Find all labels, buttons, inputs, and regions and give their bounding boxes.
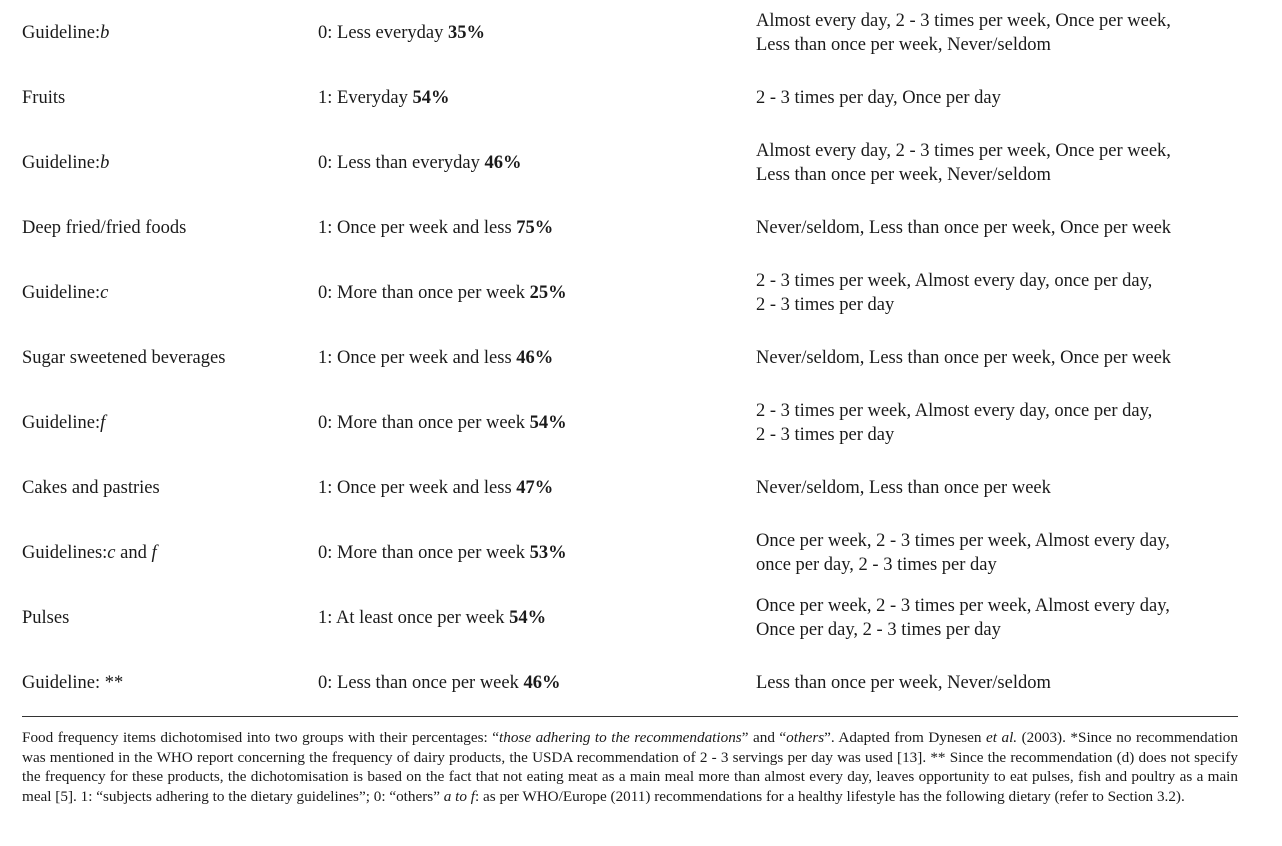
table-row: [0, 0, 1282, 65]
item-cell: Guideline: c: [22, 282, 109, 303]
frequency-cell: Never/seldom, Less than once per week: [756, 477, 1051, 498]
table-row: [0, 650, 1282, 715]
item-cell: Guideline: f: [22, 412, 106, 433]
code-cell: 1: At least once per week 54%: [318, 607, 547, 628]
code-cell: 0: Less everyday 35%: [318, 22, 485, 43]
frequency-cell: Almost every day, 2 - 3 times per week, Once per week, Less than once per week, Never/seldom: [756, 10, 1171, 55]
item-cell: Guideline: **: [22, 672, 124, 693]
code-cell: 0: Less than everyday 46%: [318, 152, 522, 173]
table-footnote: Food frequency items dichotomised into two groups with their percentages: “those adhering to the recommendations” and “others”. Adapted from Dynesen et al. (2003). *Since no recommendation was mentioned in the WHO report concerning the frequency of dairy products, the USDA recommendation of 2 - 3 servings per day was used [13]. ** Since the recommendation (d) does not specify the frequency for these products, the dichotomisation is based on the fact that not eating meat as a main meal more than almost every day, leaves opportunity to eat pulses, fish and poultry as a main meal [5]. 1: “subjects adhering to the dietary guidelines”; 0: “others” a to f: as per WHO/Europe (2011) recommendations for a healthy lifestyle has the following dietary (refer to Section 3.2).: [22, 729, 1238, 805]
table-row: [0, 455, 1282, 520]
code-cell: 1: Once per week and less 75%: [318, 217, 554, 238]
code-cell: 0: Less than once per week 46%: [318, 672, 561, 693]
item-cell: Fruits: [22, 87, 66, 108]
item-cell: Pulses: [22, 607, 70, 628]
code-cell: 0: More than once per week 53%: [318, 542, 567, 563]
frequency-cell: 2 - 3 times per day, Once per day: [756, 87, 1001, 108]
frequency-cell: 2 - 3 times per week, Almost every day, once per day, 2 - 3 times per day: [756, 400, 1153, 445]
item-cell: Guideline: b: [22, 22, 110, 43]
table-row: [0, 260, 1282, 325]
code-cell: 1: Once per week and less 46%: [318, 347, 554, 368]
item-cell: Guideline: b: [22, 152, 110, 173]
table-row: [0, 520, 1282, 585]
frequency-cell: Never/seldom, Less than once per week, Once per week: [756, 217, 1172, 238]
table-bottom-rule: [22, 716, 1238, 717]
item-cell: Guidelines: c and f: [22, 542, 157, 563]
item-cell: Deep fried/fried foods: [22, 217, 187, 238]
frequency-cell: Once per week, 2 - 3 times per week, Almost every day, once per day, 2 - 3 times per day: [756, 530, 1170, 575]
code-cell: 1: Everyday 54%: [318, 87, 450, 108]
frequency-cell: Almost every day, 2 - 3 times per week, Once per week, Less than once per week, Never/seldom: [756, 140, 1171, 185]
code-cell: 1: Once per week and less 47%: [318, 477, 554, 498]
table-row: [0, 325, 1282, 390]
table-row: [0, 65, 1282, 130]
item-cell: Cakes and pastries: [22, 477, 160, 498]
item-cell: Sugar sweetened beverages: [22, 347, 226, 368]
frequency-cell: Never/seldom, Less than once per week, Once per week: [756, 347, 1172, 368]
frequency-cell: 2 - 3 times per week, Almost every day, once per day, 2 - 3 times per day: [756, 270, 1153, 315]
table-row: [0, 585, 1282, 650]
table-row: [0, 130, 1282, 195]
code-cell: 0: More than once per week 54%: [318, 412, 567, 433]
frequency-cell: Less than once per week, Never/seldom: [756, 672, 1051, 693]
frequency-cell: Once per week, 2 - 3 times per week, Almost every day, Once per day, 2 - 3 times per day: [756, 595, 1170, 640]
table-row: [0, 390, 1282, 455]
code-cell: 0: More than once per week 25%: [318, 282, 567, 303]
table-row: [0, 195, 1282, 260]
